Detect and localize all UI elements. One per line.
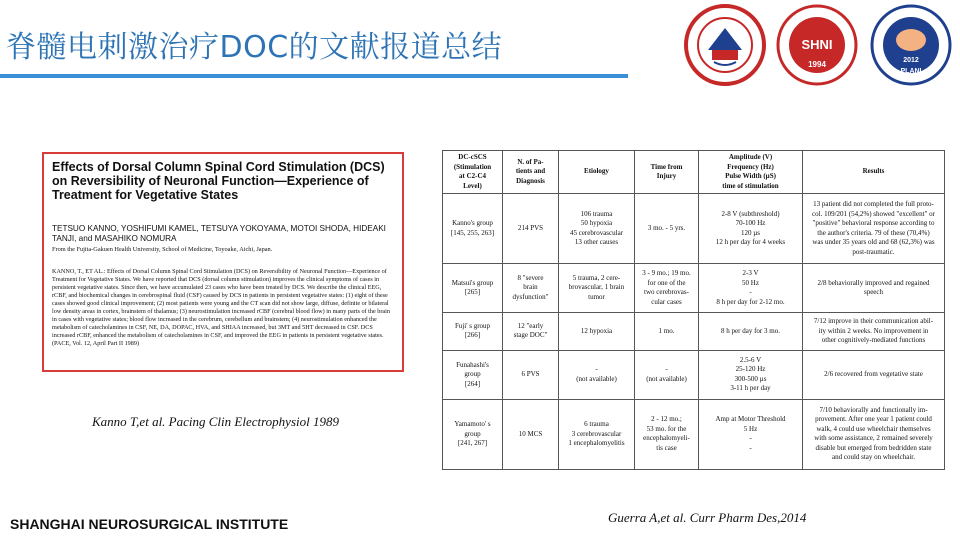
paper-authors: TETSUO KANNO, YOSHIFUMI KAMEL, TETSUYA YOKOYAMA, MOTOI SHODA, HIDEAKI TANJI, and MASAHIKO NOMURA xyxy=(52,224,386,243)
table-cell-etiology xyxy=(559,313,635,351)
logo-strip xyxy=(680,4,960,90)
table-cell-results xyxy=(803,399,945,469)
cell-text: 2/6 recovered from vegetative state xyxy=(824,370,923,379)
cell-text: 50 Hz xyxy=(742,278,759,287)
cell-text: tis case xyxy=(656,443,677,452)
table-cell-results xyxy=(803,350,945,399)
cell-text: disable but emerged from bedridden state xyxy=(815,443,932,452)
table-cell-etiology xyxy=(559,399,635,469)
cell-text: 120 µs xyxy=(740,228,760,237)
table-cell-group xyxy=(443,194,503,264)
table-cell-group xyxy=(443,264,503,313)
cell-text: other cognitively-mediated functions xyxy=(821,336,926,345)
cell-text: (not available) xyxy=(576,374,617,383)
cell-text: the author's criteria. 79 of these (70,4%) xyxy=(817,228,930,237)
header-text: Amplitude (V) xyxy=(728,153,773,161)
cell-text: and could stay on wheelchair. xyxy=(831,453,915,462)
cell-text: 8 h per day for 3 mo. xyxy=(721,326,780,335)
cell-text: 214 PVS xyxy=(517,223,544,232)
table-cell-time xyxy=(635,313,699,351)
cell-text: group xyxy=(464,429,481,438)
cell-text: Kanno's group xyxy=(452,219,493,228)
title-underline xyxy=(0,74,628,78)
paper-affiliation: From the Fujita-Gakuen Health University, School of Medicine, Toyoake, Aichi, Japan. xyxy=(52,246,273,253)
table-cell-stim xyxy=(699,313,803,351)
table-cell-etiology xyxy=(559,264,635,313)
cell-text: "positive" behavioral response according to xyxy=(812,219,935,228)
header-text: at C2-C4 xyxy=(458,172,487,180)
cell-text: Funahashi's xyxy=(456,360,489,369)
cell-text: encephalomyeli- xyxy=(643,434,690,443)
table-cell-etiology xyxy=(559,194,635,264)
cell-text: Fuji' s group xyxy=(454,321,491,330)
table-header-cell xyxy=(635,151,699,194)
header-text: Etiology xyxy=(584,167,609,176)
header-text: Pulse Width (µS) xyxy=(725,172,776,180)
cell-text: walk, 4 could use wheelchair themselves xyxy=(816,424,931,433)
cell-text: 12 h per day for 4 weeks xyxy=(715,238,786,247)
cell-text: for one of the xyxy=(647,278,686,287)
cell-text: provement. After one year 1 patient could xyxy=(815,415,932,424)
table-header-cell xyxy=(559,151,635,194)
cell-text: with some assistance, 2 remained severely xyxy=(814,434,933,443)
header-text: tients and xyxy=(515,167,546,176)
table-cell-time xyxy=(635,194,699,264)
table-cell-results xyxy=(803,313,945,351)
table-cell-stim xyxy=(699,194,803,264)
table-row xyxy=(443,264,945,313)
cell-text: post-traumatic. xyxy=(852,247,895,256)
table-cell-patients xyxy=(503,350,559,399)
cell-text: speech xyxy=(863,288,884,297)
cell-text: [265] xyxy=(464,288,481,297)
cell-text: - xyxy=(665,365,668,374)
cell-text: 3 mo. - 5 yrs. xyxy=(647,223,686,232)
cell-text: 3 - 9 mo.; 19 mo. xyxy=(642,269,691,278)
cell-text: - xyxy=(595,365,598,374)
table-cell-patients xyxy=(503,264,559,313)
cell-text: Amp at Motor Threshold xyxy=(715,415,786,424)
header-text: DC-cSCS xyxy=(458,153,487,161)
cell-text: [264] xyxy=(464,379,481,388)
cell-text: 6 trauma xyxy=(584,420,609,429)
cell-text: 5 Hz xyxy=(743,424,758,433)
header-text: time of stimulation xyxy=(722,181,779,190)
cell-text: 7/12 improve in their communication abil- xyxy=(813,317,934,326)
cell-text: 12 hypoxia xyxy=(580,326,613,335)
cell-text: brain xyxy=(523,283,538,292)
cell-text: 53 mo. for the xyxy=(646,424,687,433)
cell-text: - xyxy=(749,434,752,443)
table-cell-etiology xyxy=(559,350,635,399)
footer-institute: SHANGHAI NEUROSURGICAL INSTITUTE xyxy=(10,516,289,532)
cell-text: 106 trauma xyxy=(580,209,613,218)
table-cell-group xyxy=(443,399,503,469)
table-header-cell xyxy=(803,151,945,194)
cell-text: 8 h per day for 2-12 mo. xyxy=(716,297,785,306)
header-text: Results xyxy=(862,167,885,176)
table-header-cell xyxy=(503,151,559,194)
cell-text: Yamamoto' s xyxy=(454,420,491,429)
table-cell-patients xyxy=(503,399,559,469)
cell-text: 70-100 Hz xyxy=(735,219,766,228)
table-cell-group xyxy=(443,350,503,399)
cell-text: 300-500 µs xyxy=(734,374,767,383)
cell-text: dysfunction" xyxy=(512,292,549,301)
cell-text: Matsui's group xyxy=(451,278,494,287)
cell-text: [266] xyxy=(464,331,481,340)
table-header-cell xyxy=(443,151,503,194)
cell-text: group xyxy=(464,370,481,379)
cell-text: (not available) xyxy=(646,374,687,383)
plani-logo-year: 2012 xyxy=(903,57,919,64)
table-cell-patients xyxy=(503,313,559,351)
table-cell-stim xyxy=(699,264,803,313)
cell-text: 2-3 V xyxy=(742,269,759,278)
cell-text: 5 trauma, 2 cere- xyxy=(572,273,621,282)
cell-text: - xyxy=(749,443,752,452)
cell-text: 1 encephalomyelitis xyxy=(568,439,625,448)
cell-text: brovascular, 1 brain xyxy=(568,283,625,292)
cell-text: stage DOC" xyxy=(513,331,548,340)
header-text: N. of Pa- xyxy=(517,157,544,166)
cell-text: 25-120 Hz xyxy=(735,365,766,374)
table-cell-time xyxy=(635,350,699,399)
shni-logo-year: 1994 xyxy=(808,60,826,69)
table-cell-group xyxy=(443,313,503,351)
cell-text: 10 MCS xyxy=(518,429,543,438)
cell-text: 50 hypoxia xyxy=(580,219,613,228)
header-text: Level) xyxy=(463,181,482,190)
header-text: Injury xyxy=(656,172,677,180)
header-text: Diagnosis xyxy=(516,176,545,185)
cell-text: 13 patient did not completed the full proto- xyxy=(813,200,934,209)
header-text: Time from xyxy=(650,162,683,171)
cell-text: 2-8 V (subthreshold) xyxy=(721,209,780,218)
paper-title: Effects of Dorsal Column Spinal Cord Stimulation (DCS) on Reversibility of Neuronal Function—Experience of Treatment for Vegetative States xyxy=(52,160,385,202)
cell-text: ity within 2 weeks. No improvement in xyxy=(818,326,929,335)
table-row xyxy=(443,399,945,469)
right-citation: Guerra A,et al. Curr Pharm Des,2014 xyxy=(608,510,807,525)
header-text: (Stimulation xyxy=(453,162,492,171)
hospital-seal-logo xyxy=(684,4,766,86)
table-cell-stim xyxy=(699,399,803,469)
cell-text: 13 other causes xyxy=(574,238,619,247)
cell-text: was under 35 years old and 68 (62,3%) was xyxy=(812,238,935,247)
cell-text: - xyxy=(749,288,752,297)
table-cell-time xyxy=(635,264,699,313)
cell-text: 2.5-6 V xyxy=(739,355,762,364)
cell-text: two cerebrovas- xyxy=(644,288,689,297)
table-cell-results xyxy=(803,264,945,313)
cell-text: col. 109/201 (54,2%) showed "excellent" or xyxy=(812,209,935,218)
cell-text: 8 "severe xyxy=(517,273,544,282)
cell-text: 3 cerebrovascular xyxy=(571,429,622,438)
table-header-row xyxy=(443,151,945,194)
cell-text: 12 "early xyxy=(517,321,544,330)
plani-logo-text: PLANI xyxy=(900,68,922,75)
cell-text: 1 mo. xyxy=(658,326,675,335)
table-cell-results xyxy=(803,194,945,264)
table-row xyxy=(443,194,945,264)
table-cell-time xyxy=(635,399,699,469)
cell-text: 3-11 h per day xyxy=(730,384,771,393)
header-text: Frequency (Hz) xyxy=(727,162,774,171)
table-header-cell xyxy=(699,151,803,194)
slide-title: 脊髓电刺激治疗DOC的文献报道总结 xyxy=(6,30,503,65)
cell-text: 45 cerebrovascular xyxy=(569,228,624,237)
cell-text: 7/10 behaviorally and functionally im- xyxy=(819,405,928,414)
shni-logo xyxy=(776,4,858,86)
shni-logo-text: SHNI xyxy=(801,37,833,52)
table-cell-patients xyxy=(503,194,559,264)
plani-logo xyxy=(870,4,952,86)
table-row xyxy=(443,313,945,351)
cell-text: 2/8 behaviorally improved and regained xyxy=(817,278,930,287)
paper-abstract: KANNO, T., ET AL.: Effects of Dorsal Column Spinal Cord Stimulation (DCS) on Reversibility of Neuronal Function—Experience of Treatment for Vegetative States. We have reported that DCS (dorsal column stimulation) improves the clinical symptoms of cases in persistent vegetative states. Since then, we have accumulated 23 cases who have been treated by DCS. We describe the clinical EEG, rCBF, and biochemical changes in cerebrospinal fluid (CSF) caused by DCS in patients in persistent vegetative states: (1) eight of these cases showed good clinical improvement; (2) most patients were young and the CT scan did not show large, diffuse, definite or bilateral low density areas in cortex, brainstem of thalamus; (3) neurostimulation increased rCBF (cerebral blood flow) in many parts of the brain in cases with vegetative states; blood flow increased in the cerebrum, cerebellum and brainstem; (4) neurostimulation enhanced the metabolism of catecholamines in CSF, NE, DA, DOPAC, HVA, and SHIAA increased, but 3MT and 5HT decreased in CSF. DCS increased rCBF, enhanced the metabolism of catecholamines in CSF, and improved the EEG in patients in persistent vegetative states. (PACE, Vol. 12, April Part II 1989) xyxy=(52,268,390,347)
cell-text: tumor xyxy=(588,292,605,301)
left-citation: Kanno T,et al. Pacing Clin Electrophysiol 1989 xyxy=(92,414,339,429)
cell-text: [241, 267] xyxy=(457,439,488,448)
table-row xyxy=(443,350,945,399)
cell-text: 6 PVS xyxy=(521,370,540,379)
cell-text: cular cases xyxy=(651,297,682,306)
paper-excerpt xyxy=(42,152,404,372)
review-table xyxy=(442,150,945,470)
cell-text: 2 - 12 mo.; xyxy=(651,415,682,424)
table-cell-stim xyxy=(699,350,803,399)
cell-text: [145, 255, 263] xyxy=(450,228,495,237)
